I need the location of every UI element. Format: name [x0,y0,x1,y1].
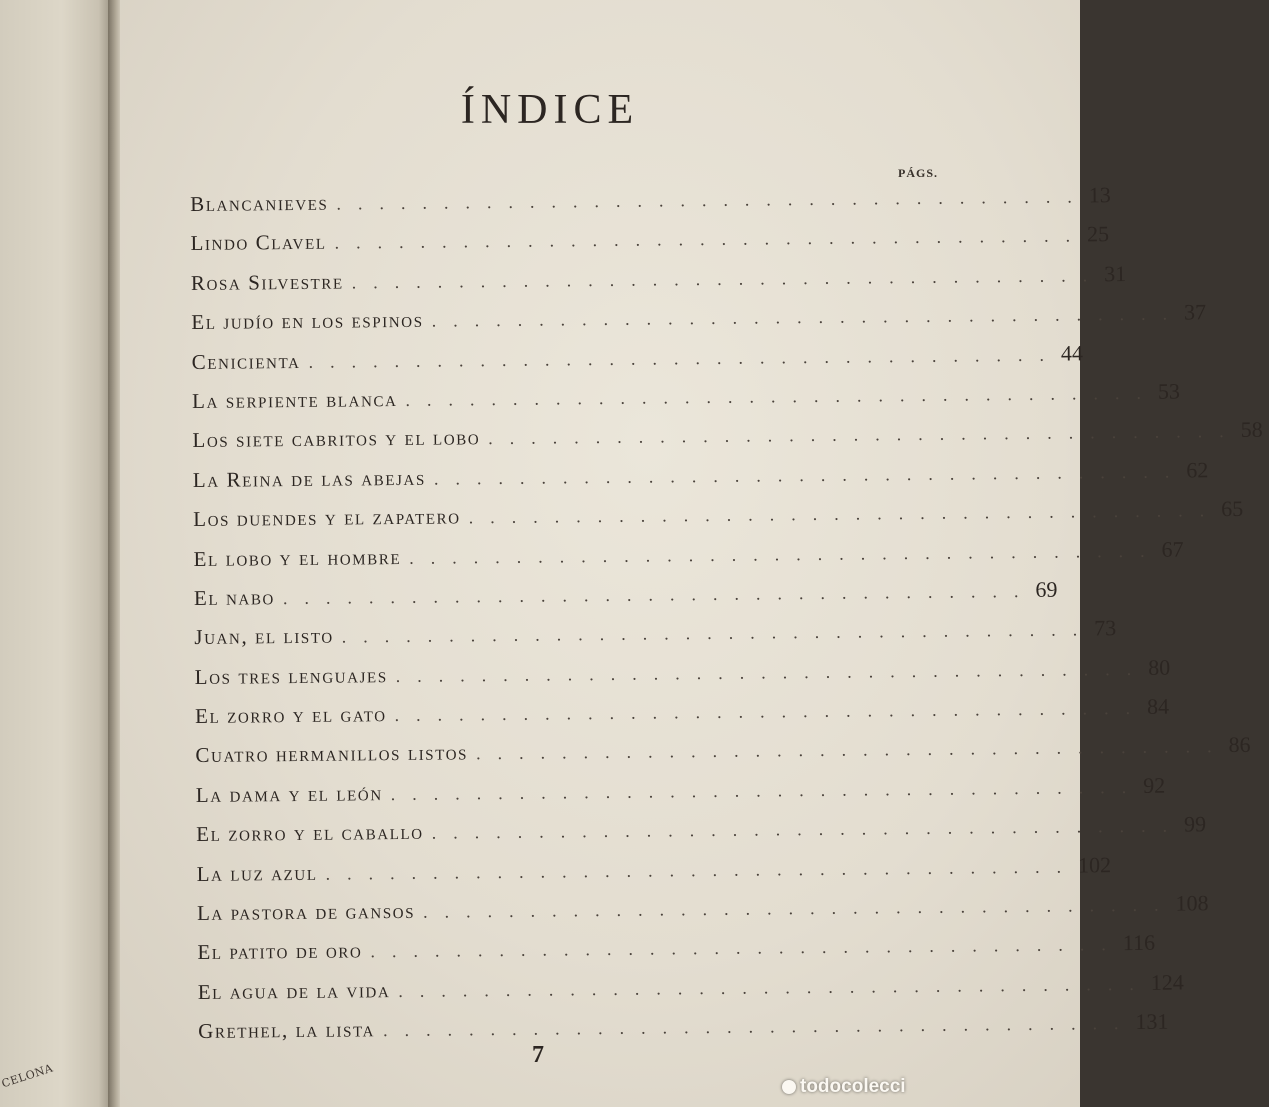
toc-entry-page: 25 [1086,221,1110,247]
toc-entry [193,531,1184,578]
toc-entry-page: 92 [1143,772,1166,798]
toc-entry-title: El nabo [193,585,276,610]
toc-entry-page: 102 [1077,851,1112,878]
toc-entry [192,452,1209,499]
toc-entry [193,492,1244,539]
dot-leader: ................................... [475,736,1229,764]
dot-leader: ................................... [394,697,1148,726]
toc-entry-title: Juan, el listo [194,623,334,650]
dot-leader: ................................... [433,461,1187,489]
toc-entry-title: El zorro y el gato [194,702,387,729]
dot-leader: ................................... [395,658,1149,686]
dot-leader: ................................... [390,776,1144,804]
watermark-text: todocolecci [800,1076,906,1097]
dot-leader: ................................... [308,344,1062,372]
dot-leader: ................................... [431,303,1185,331]
dot-leader: ................................... [336,186,1089,214]
page-number: 7 [532,1042,544,1068]
toc-entry-title: Rosa Silvestre [190,269,344,295]
toc-entry-title: El zorro y el caballo [196,820,424,847]
toc-entry-page: 69 [1035,576,1058,602]
toc-entry-page: 80 [1148,654,1171,680]
toc-entry [194,610,1117,657]
toc-entry [195,728,1251,775]
pages-column-header: PÁGS. [898,166,939,180]
dot-leader: ................................... [370,934,1123,962]
toc-entry [197,925,1156,972]
toc-entry [195,768,1166,815]
toc-entry [190,216,1110,263]
page-title: ÍNDICE [460,87,640,133]
toc-entry [191,374,1181,421]
toc-entry [194,649,1171,696]
toc-entry-page: 31 [1104,260,1127,287]
toc-entry-page: 67 [1161,535,1184,562]
toc-entry-title: La serpiente blanca [191,386,398,413]
dot-leader: ................................... [405,382,1159,410]
index-page [120,0,1263,1107]
dot-leader: ................................... [488,421,1241,449]
toc-entry [196,846,1112,893]
toc-entry-page: 86 [1228,732,1251,758]
dot-leader: ................................... [325,856,1079,884]
toc-entry-title: La dama y el león [195,781,383,807]
toc-entry-title: Los tres lenguajes [194,662,388,689]
dot-leader: ................................... [409,540,1162,568]
toc-entry-page: 62 [1186,456,1209,483]
toc-entry [192,413,1263,460]
toc-entry-title: Cenicienta [191,348,301,374]
toc-entry [194,689,1170,736]
toc-entry [198,1004,1169,1051]
toc-entry [191,295,1207,342]
toc-entry-page: 116 [1122,930,1156,956]
table-of-contents [190,177,1263,1051]
toc-entry-page: 84 [1146,693,1170,719]
toc-entry-page: 44 [1060,339,1084,366]
toc-entry-page: 65 [1220,496,1244,522]
toc-entry-title: Grethel, la lista [198,1017,376,1044]
left-page-edge-text: CELONA [0,1061,55,1091]
toc-entry-title: El judío en los espinos [191,307,424,335]
toc-entry-page: 53 [1157,378,1181,404]
dot-leader: ................................... [431,815,1185,843]
toc-entry-title: El lobo y el hombre [193,544,402,571]
toc-entry-title: El agua de la vida [197,977,391,1004]
dot-leader: ................................... [398,973,1151,1001]
dot-leader: ................................... [282,580,1036,609]
toc-entry [190,177,1111,224]
toc-entry-title: El patito de oro [197,938,363,965]
toc-entry [196,807,1207,854]
left-page-edge [0,0,112,1107]
toc-entry [196,886,1209,933]
toc-entry-page: 99 [1183,811,1207,837]
toc-entry-title: La pastora de gansos [196,898,416,925]
toc-entry-page: 37 [1183,299,1207,325]
toc-entry-title: La Reina de las abejas [192,465,426,492]
toc-entry [190,255,1127,302]
toc-entry-title: Cuatro hermanillos listos [195,740,469,768]
todocoleccion-logo-icon [782,1080,796,1094]
dot-leader: ................................... [468,500,1222,528]
toc-entry [197,964,1184,1011]
toc-entry-title: La luz azul [196,860,318,886]
toc-entry-page: 13 [1088,182,1111,208]
toc-entry-page: 108 [1175,890,1209,916]
watermark [782,1076,906,1098]
dot-leader: ................................... [334,225,1088,254]
toc-entry-title: Blancanieves [190,190,329,216]
dot-leader: ................................... [351,265,1105,293]
toc-entry-title: Lindo Clavel [190,230,327,256]
toc-entry-page: 58 [1240,417,1263,443]
dot-leader: ................................... [341,619,1095,647]
dot-leader: ................................... [423,894,1176,922]
toc-entry-title: Los duendes y el zapatero [193,504,461,532]
toc-entry-page: 73 [1094,615,1117,641]
dot-leader: ................................... [382,1013,1136,1041]
toc-entry-page: 131 [1135,1008,1169,1035]
toc-entry-title: Los siete cabritos y el lobo [192,425,481,453]
toc-entry-page: 124 [1150,969,1184,995]
